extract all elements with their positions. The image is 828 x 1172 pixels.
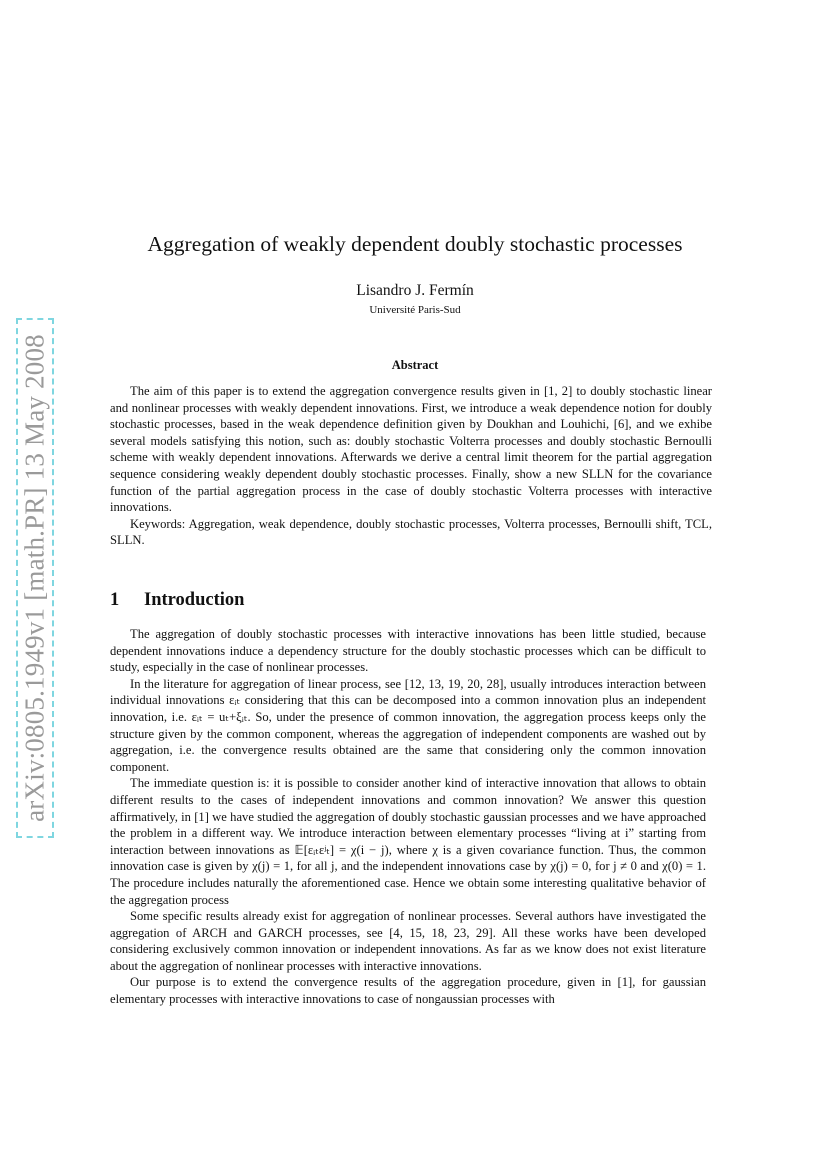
section-number: 1 (110, 590, 120, 610)
abstract-heading: Abstract (391, 358, 439, 372)
arxiv-identifier-stamp (16, 318, 54, 838)
section-title: Introduction (144, 590, 245, 610)
author-affiliation: Université Paris-Sud (369, 304, 461, 316)
paper-title: Aggregation of weakly dependent doubly stochastic processes (147, 232, 683, 256)
arxiv-identifier-text: arXiv:0805.1949v1 [math.PR] 13 May 2008 (19, 334, 50, 822)
keywords-line: Keywords: Aggregation, weak dependence, doubly stochastic processes, Volterra processes, Bernoulli shift, TCL, SLLN. (110, 516, 712, 548)
paragraph: Some specific results already exist for aggregation of nonlinear processes. Several authors have investigated the aggregation of ARCH and GARCH processes, see [4, 15, 18, 23, 29]. All these works have been developed considering exclusively common innovation or independent innovations. As far as we know does not exist literature about the aggregation of nonlinear processes with interactive innovations. (110, 909, 706, 973)
paragraph: Our purpose is to extend the convergence results of the aggregation procedure, given in [1], for gaussian elementary processes with interactive innovations to case of nongaussian processes with (110, 975, 706, 1007)
paragraph: In the literature for aggregation of linear process, see [12, 13, 19, 20, 28], usually introduces interaction between individual innovations εᵢₜ considering that this can be decomposed into a common innovation plus an independent innovation, i.e. εᵢₜ = uₜ+ξᵢₜ. So, under the presence of common innovation, the aggregation process keeps only the structure given by the common component, whereas the aggregation of independent components are washed out by aggregation, i.e. the convergence results obtained are the same that considering only the common innovation component. (110, 676, 706, 774)
paragraph: The immediate question is: it is possible to consider another kind of interactive innovation that allows to obtain different results to the cases of independent innovations and common innovation? We answer this question affirmatively, in [1] we have studied the aggregation of doubly stochastic gaussian processes and we have approached the problem in a different way. We introduce interaction between elementary processes “living at i” starting from interaction between innovations as 𝔼[εᵢₜεʲₜ] = χ(i − j), where χ is a given covariance function. Thus, the common innovation case is given by χ(j) = 1, for all j, and the independent innovations case by χ(j) = 0, for j ≠ 0 and χ(0) = 1. The procedure includes naturally the aforementioned case. Hence we obtain some interesting qualitative behavior of the aggregation process (110, 776, 706, 907)
abstract-text: The aim of this paper is to extend the aggregation convergence results given in [1, 2] to doubly stochastic linear and nonlinear processes with weakly dependent innovations. First, we introduce a weak dependence notion for doubly stochastic processes, based in the weak dependence definition given by Doukhan and Louhichi, [6], and we exhibe several models satisfying this notion, such as: doubly stochastic Volterra processes and doubly stochastic Bernoulli scheme with weakly dependent innovations. Afterwards we derive a central limit theorem for the partial aggregation sequence considering weakly dependent doubly stochastic processes. Finally, show a new SLLN for the covariance function of the partial aggregation process in the case of doubly stochastic Volterra processes with interactive innovations. (110, 384, 712, 515)
author-name: Lisandro J. Fermín (356, 282, 474, 299)
paragraph: The aggregation of doubly stochastic processes with interactive innovations has been little studied, because dependent innovations induce a dependency structure for the doubly stochastic processes which can be difficult to study, especially in the case of nonlinear processes. (110, 627, 706, 675)
abstract-section (110, 383, 712, 549)
section-body (110, 626, 706, 1008)
section-heading (110, 590, 244, 611)
